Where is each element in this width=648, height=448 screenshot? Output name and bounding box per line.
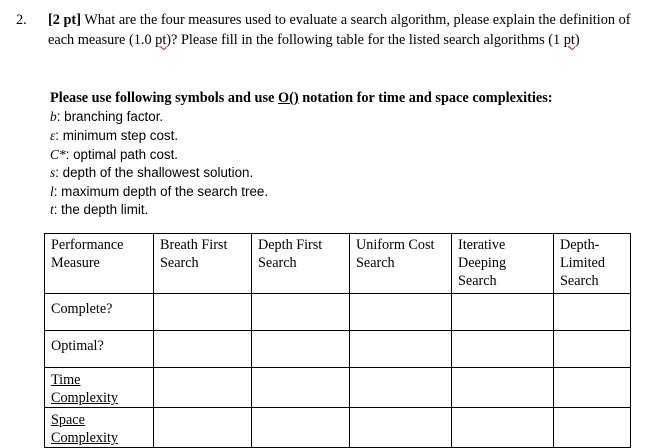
instructions-heading: Please use following symbols and use O() notation for time and space complexities: <box>50 90 553 106</box>
symbol-max-depth: l: maximum depth of the search tree. <box>50 184 269 199</box>
row-label-optimal: Optimal? <box>45 331 154 368</box>
header-iterative-deepening: Iterative Deeping Search <box>452 234 554 294</box>
cell-dfs-complete[interactable] <box>252 294 350 331</box>
cell-bfs-space[interactable] <box>154 408 252 448</box>
pt-word-2: pt <box>563 31 575 48</box>
cell-ucs-optimal[interactable] <box>350 331 452 368</box>
symbol-branching: b: branching factor. <box>50 109 164 124</box>
symbol-epsilon: ε: minimum step cost. <box>50 128 179 143</box>
question-number: 2. <box>16 12 27 28</box>
cell-dfs-time[interactable] <box>252 368 350 408</box>
header-depth-first: Depth First Search <box>252 234 350 294</box>
header-depth-limited: Depth-Limited Search <box>554 234 631 294</box>
cell-dls-time[interactable] <box>554 368 631 408</box>
row-label-time: Time Complexity <box>45 368 154 408</box>
algorithm-table <box>44 233 631 448</box>
table-row <box>45 368 631 408</box>
cell-bfs-optimal[interactable] <box>154 331 252 368</box>
cell-bfs-complete[interactable] <box>154 294 252 331</box>
cell-ids-space[interactable] <box>452 408 554 448</box>
table-row <box>45 294 631 331</box>
question-text <box>16 11 638 50</box>
question-body-3: ) <box>574 31 580 48</box>
header-performance-measure: Performance Measure <box>45 234 154 294</box>
cell-dls-space[interactable] <box>554 408 631 448</box>
header-uniform-cost: Uniform Cost Search <box>350 234 452 294</box>
cell-ucs-space[interactable] <box>350 408 452 448</box>
pt-word-1: pt <box>155 31 167 48</box>
cell-ucs-time[interactable] <box>350 368 452 408</box>
question-body-1: What are the four measures used to evaluate a search algorithm, please explain the definition of each measure (1.0 <box>48 12 631 48</box>
row-label-space: Space Complexity <box>45 408 154 448</box>
symbol-optimal-cost: C*: optimal path cost. <box>50 147 179 162</box>
row-label-complete: Complete? <box>45 294 154 331</box>
table-header-row <box>45 234 631 294</box>
question-points: [2 pt] <box>48 12 81 28</box>
cell-dfs-space[interactable] <box>252 408 350 448</box>
big-o-notation: O() <box>277 90 299 106</box>
cell-dls-complete[interactable] <box>554 294 631 331</box>
cell-ids-time[interactable] <box>452 368 554 408</box>
symbol-shallowest-depth: s: depth of the shallowest solution. <box>50 165 254 180</box>
cell-dls-optimal[interactable] <box>554 331 631 368</box>
header-breadth-first: Breath First Search <box>154 234 252 294</box>
cell-ids-optimal[interactable] <box>452 331 554 368</box>
question-body-2: )? Please fill in the following table for the listed search algorithms (1 <box>166 31 564 48</box>
cell-bfs-time[interactable] <box>154 368 252 408</box>
symbol-depth-limit: t: the depth limit. <box>50 202 149 217</box>
cell-dfs-optimal[interactable] <box>252 331 350 368</box>
cell-ucs-complete[interactable] <box>350 294 452 331</box>
table-row <box>45 408 631 448</box>
cell-ids-complete[interactable] <box>452 294 554 331</box>
table-row <box>45 331 631 368</box>
